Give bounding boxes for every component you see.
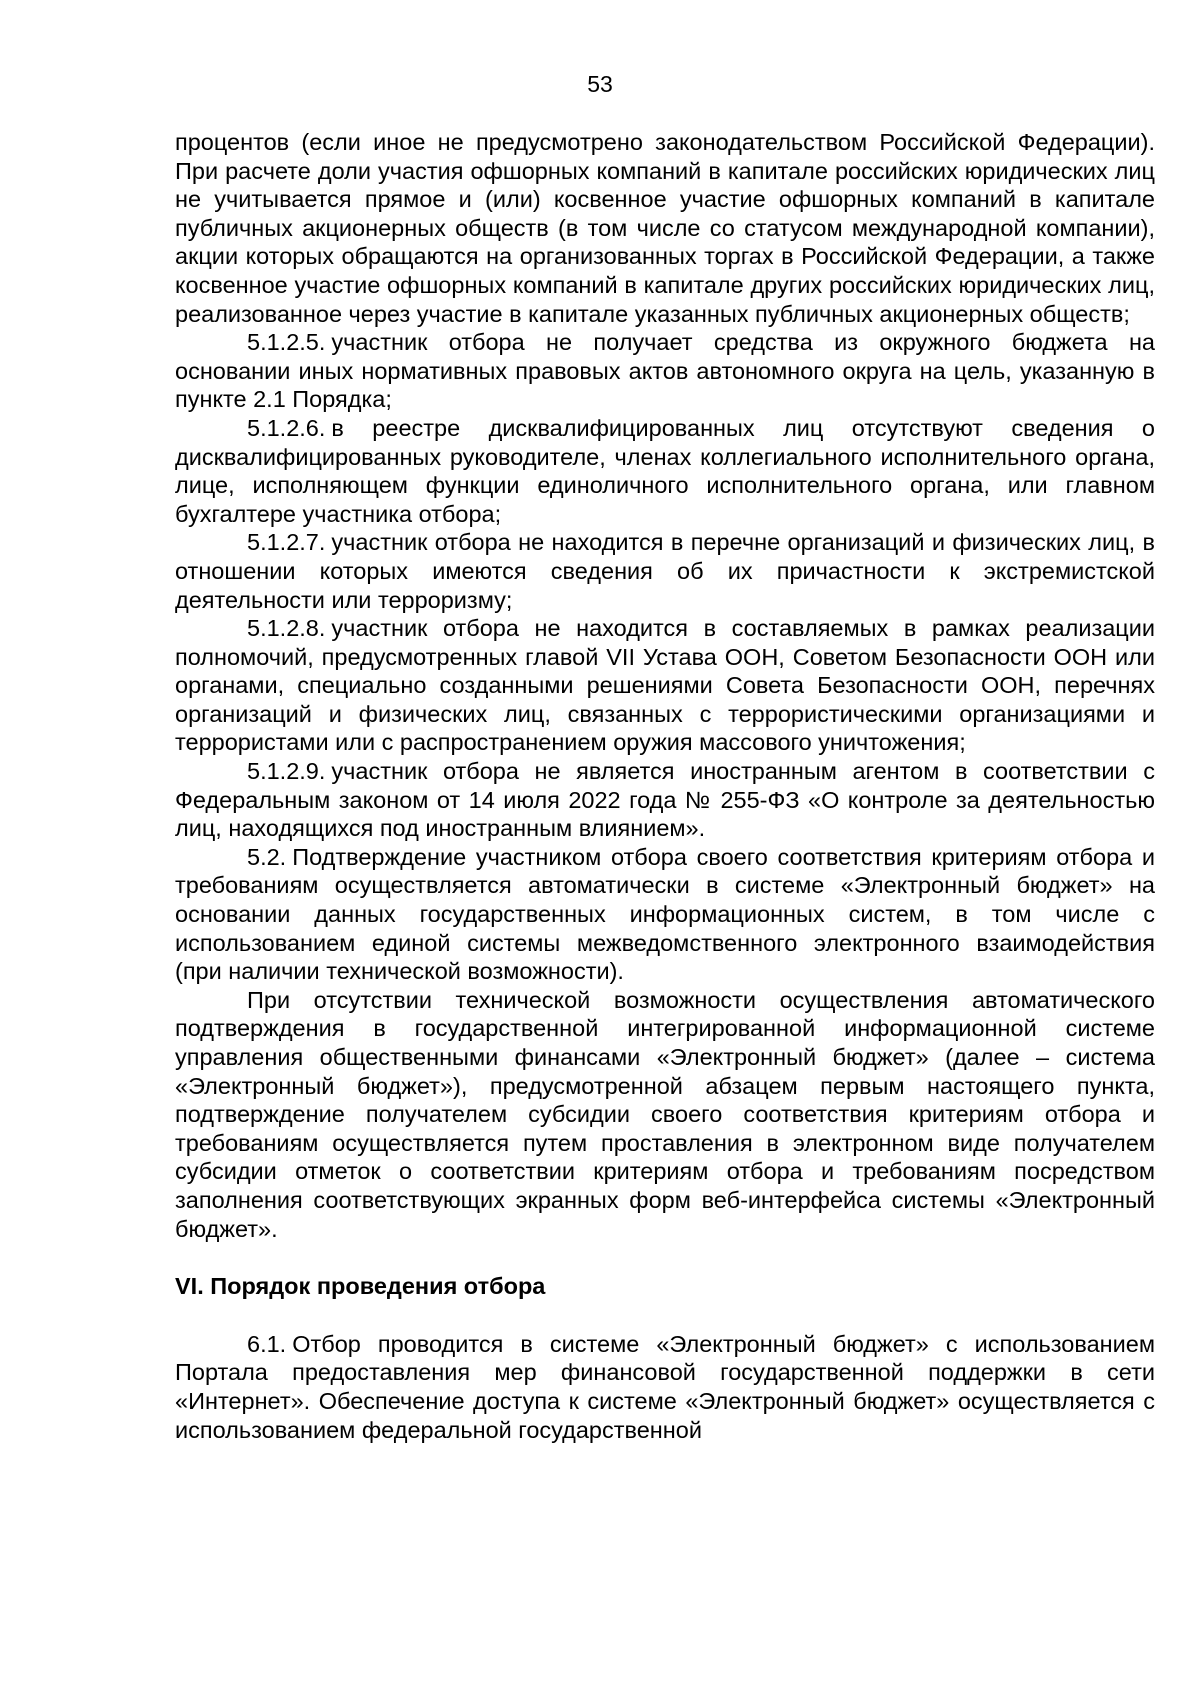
clause-number: 5.2. bbox=[247, 843, 287, 870]
paragraph-6-1 bbox=[175, 1330, 1155, 1444]
paragraph-5-1-2-6 bbox=[175, 414, 1155, 528]
page-number: 53 bbox=[587, 71, 613, 97]
paragraph-no-technical-possibility: При отсутствии технической возможности осуществления автоматического подтверждения в государственной интегрированной информационной системе управления общественными финансами «Электронный бюджет» (далее – система «Электронный бюджет»), предусмотренной абзацем первым настоящего пункта, подтверждение получателем субсидии своего соответствия критериям отбора и требованиям осуществляется путем проставления в электронном виде получателем субсидии отметок о соответствии критериям отбора и требованиям посредством заполнения соответствующих экранных форм веб-интерфейса системы «Электронный бюджет». bbox=[175, 986, 1155, 1242]
clause-number: 5.1.2.5. bbox=[247, 329, 326, 356]
clause-text: Подтверждение участником отбора своего соответствия критериям отбора и требованиям осуществляется автоматически в системе «Электронный бюджет» на основании данных государственных информационных систем, в том числе с использованием единой системы межведомственного электронного взаимодействия (при наличии технической возможности). bbox=[175, 843, 1155, 985]
clause-number: 5.1.2.7. bbox=[247, 529, 326, 556]
paragraph-5-1-2-8 bbox=[175, 614, 1155, 757]
paragraph-5-1-2-7 bbox=[175, 528, 1155, 614]
document-body bbox=[175, 128, 1155, 1444]
clause-text: участник отбора не находится в перечне организаций и физических лиц, в отношении которых имеются сведения об их причастности к экстремистской деятельности или терроризму; bbox=[175, 529, 1155, 613]
clause-text: в реестре дисквалифицированных лиц отсутствуют сведения о дисквалифицированных руководителе, членах коллегиального исполнительного органа, лице, исполняющем функции единоличного исполнительного органа, или главном бухгалтере участника отбора; bbox=[175, 414, 1155, 527]
clause-number: 6.1. bbox=[247, 1330, 287, 1357]
paragraph-5-1-2-9 bbox=[175, 757, 1155, 843]
clause-text: участник отбора не получает средства из окружного бюджета на основании иных нормативных правовых актов автономного округа на цель, указанную в пункте 2.1 Порядка; bbox=[175, 329, 1155, 413]
clause-text: участник отбора не находится в составляемых в рамках реализации полномочий, предусмотренных главой VII Устава ООН, Советом Безопасности ООН или органами, специально созданными решениями Совета Безопасности ООН, перечнях организаций и физических лиц, связанных с террористическими организациями и террористами или с распространением оружия массового уничтожения; bbox=[175, 615, 1155, 756]
clause-number: 5.1.2.8. bbox=[247, 615, 326, 642]
clause-number: 5.1.2.6. bbox=[247, 414, 326, 441]
section-title: VI. Порядок проведения отбора bbox=[175, 1273, 546, 1300]
clause-number: 5.1.2.9. bbox=[247, 758, 326, 785]
clause-text: участник отбора не является иностранным агентом в соответствии с Федеральным законом от 14 июля 2022 года № 255-ФЗ «О контроле за деятельностью лиц, находящихся под иностранным влиянием». bbox=[175, 758, 1155, 842]
paragraph-5-2 bbox=[175, 843, 1155, 986]
paragraph-offshore-participation: процентов (если иное не предусмотрено законодательством Российской Федерации). При расчете доли участия офшорных компаний в капитале российских юридических лиц не учитывается прямое и (или) косвенное участие офшорных компаний в капитале публичных акционерных обществ (в том числе со статусом международной компании), акции которых обращаются на организованных торгах в Российской Федерации, а также косвенное участие офшорных компаний в капитале других российских юридических лиц, реализованное через участие в капитале указанных публичных акционерных обществ; bbox=[175, 129, 1155, 327]
clause-text: Отбор проводится в системе «Электронный бюджет» с использованием Портала предоставления мер финансовой государственной поддержки в сети «Интернет». Обеспечение доступа к системе «Электронный бюджет» осуществляется с использованием федеральной государственной bbox=[175, 1330, 1155, 1443]
paragraph-5-1-2-5 bbox=[175, 328, 1155, 414]
